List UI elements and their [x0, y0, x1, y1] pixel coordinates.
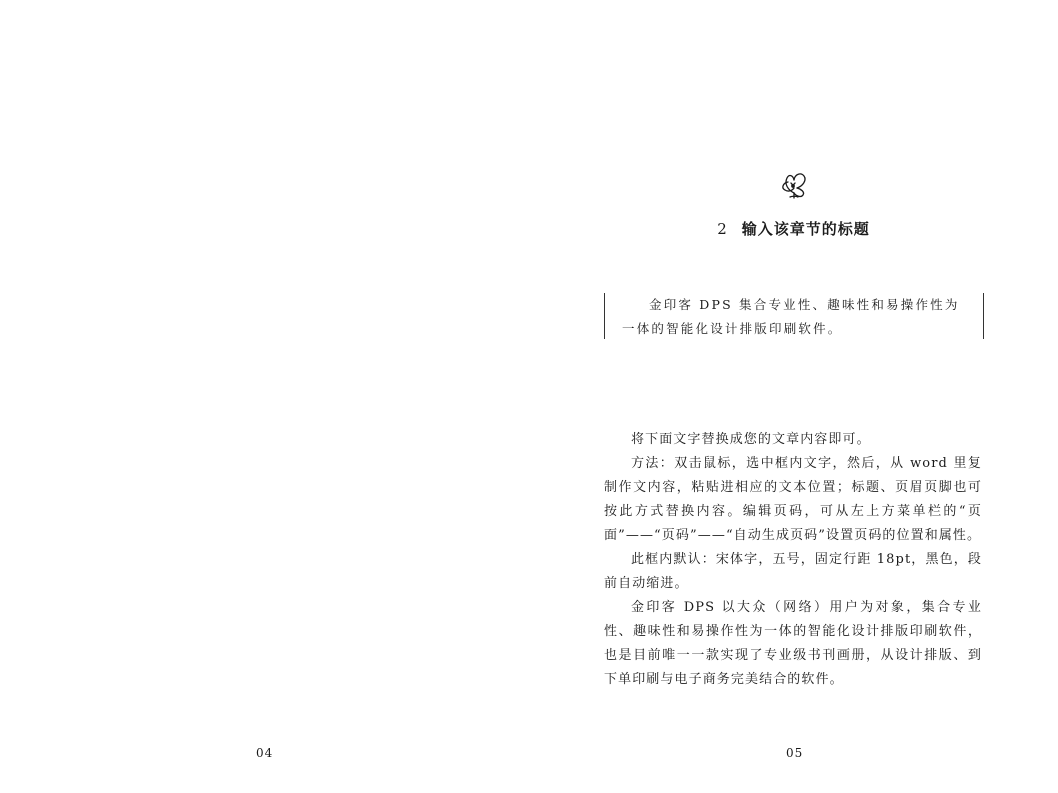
chapter-title-text: 输入该章节的标题 — [741, 220, 870, 238]
page-number-right: 05 — [786, 746, 804, 760]
quote-box — [604, 293, 984, 337]
paragraph: 将下面文字替换成您的文章内容即可。 — [631, 432, 871, 447]
paragraph: 此框内默认：宋体字，五号，固定行距 18pt，黑色，段前自动缩进。 — [604, 552, 982, 591]
right-page — [529, 0, 1058, 793]
chapter-title — [529, 218, 1058, 239]
page-number-left: 04 — [256, 746, 274, 760]
quote-text: 金印客 DPS 集合专业性、趣味性和易操作性为一体的智能化设计排版印刷软件。 — [622, 297, 960, 336]
paragraph: 方法：双击鼠标，选中框内文字，然后，从 word 里复制作文内容，粘贴进相应的文本位置；标题、页眉页脚也可按此方式替换内容。编辑页码，可从左上方菜单栏的“页面”——“页码”——“自动生成页码”设置页码的位置和属性。 — [604, 456, 982, 543]
quote-bar-left — [604, 293, 605, 339]
flower-ornament-icon — [777, 170, 811, 200]
paragraph: 金印客 DPS 以大众（网络）用户为对象，集合专业性、趣味性和易操作性为一体的智能化设计排版印刷软件，也是目前唯一一款实现了专业级书刊画册，从设计排版、到下单印刷与电子商务完美结合的软件。 — [604, 600, 982, 687]
chapter-number: 2 — [717, 220, 728, 238]
body-text — [604, 428, 982, 692]
quote-bar-right — [983, 293, 984, 339]
